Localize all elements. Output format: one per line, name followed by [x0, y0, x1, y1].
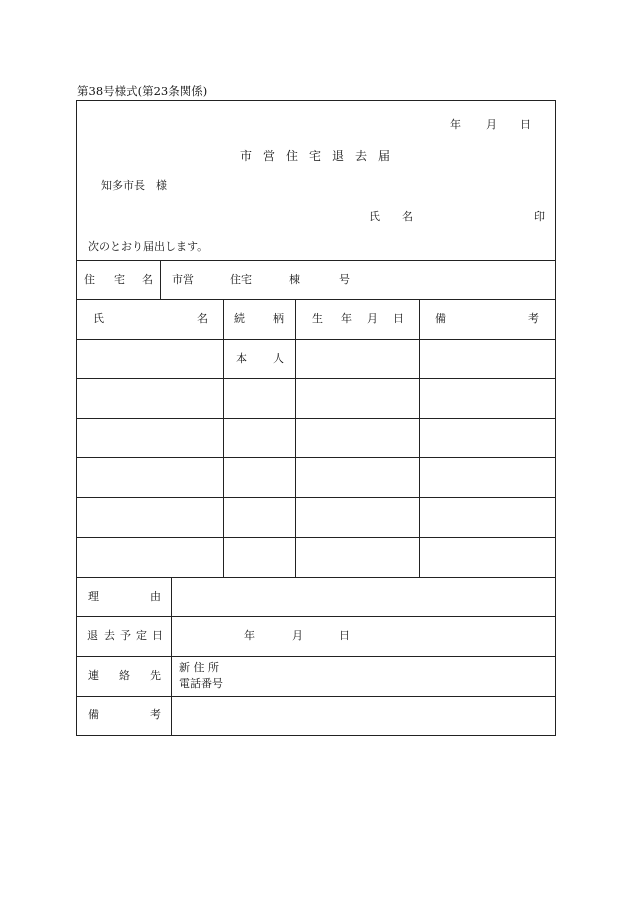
new-address-label: 新 住 所: [179, 661, 219, 674]
col-header-name-1: 氏: [93, 312, 104, 325]
moveout-month: 月: [292, 629, 303, 642]
divider: [76, 418, 556, 419]
moveout-label-1: 退: [87, 629, 98, 642]
addressee: 知多市長 様: [101, 179, 167, 192]
reason-label-1: 理: [88, 590, 99, 603]
moveout-label-5: 日: [152, 629, 163, 642]
divider: [76, 260, 556, 261]
divider: [76, 497, 556, 498]
moveout-label-2: 去: [104, 629, 115, 642]
self-label-2: 人: [273, 352, 284, 365]
col-header-birth-1: 生: [312, 312, 323, 325]
intro-text: 次のとおり届出します。: [88, 240, 209, 253]
contact-label-1: 連: [88, 669, 99, 682]
col-header-relation-2: 柄: [273, 312, 284, 325]
divider: [76, 577, 556, 578]
applicant-name-label-2: 名: [402, 210, 413, 223]
housing-label-1: 住: [84, 273, 95, 286]
divider: [76, 696, 556, 697]
self-label-1: 本: [236, 352, 247, 365]
moveout-day: 日: [339, 629, 350, 642]
header-date-day: 日: [520, 118, 531, 131]
divider: [76, 378, 556, 379]
seal-mark: 印: [534, 210, 545, 223]
housing-jutaku: 住宅: [230, 273, 252, 286]
housing-city: 市営: [172, 273, 194, 286]
form-number: 第38号様式(第23条関係): [77, 84, 208, 98]
divider: [76, 339, 556, 340]
moveout-label-3: 予: [120, 629, 131, 642]
reason-label-2: 由: [150, 590, 161, 603]
col-header-birth-2: 年: [341, 312, 352, 325]
housing-building: 棟: [289, 273, 300, 286]
divider: [419, 299, 420, 577]
col-header-remarks-1: 備: [435, 312, 446, 325]
remarks-label-1: 備: [88, 708, 99, 721]
col-header-remarks-2: 考: [528, 312, 539, 325]
divider: [76, 537, 556, 538]
housing-label-3: 名: [142, 273, 153, 286]
housing-number: 号: [339, 273, 350, 286]
header-date-year: 年: [450, 118, 461, 131]
housing-label-2: 宅: [114, 273, 125, 286]
moveout-label-4: 定: [136, 629, 147, 642]
header-date-month: 月: [486, 118, 497, 131]
contact-label-3: 先: [150, 669, 161, 682]
divider: [76, 656, 556, 657]
col-header-name-2: 名: [197, 312, 208, 325]
divider: [76, 616, 556, 617]
form-page: 第38号様式(第23条関係) 年 月 日 市 営 住 宅 退 去 届 知多市長 様 氏 名 印 次のとおり届出します。 住 宅 名 市営 住宅 棟 号 氏 名 続 柄 生 年 月 日 備 考 本 人 理 由 退 去 予 定 日 年 月 日 連 絡 先 新 住 所 電話番号 備 考: [0, 0, 630, 915]
col-header-birth-4: 日: [393, 312, 404, 325]
divider: [223, 299, 224, 577]
phone-label: 電話番号: [179, 677, 223, 690]
col-header-relation-1: 続: [234, 312, 245, 325]
moveout-year: 年: [244, 629, 255, 642]
remarks-label-2: 考: [150, 708, 161, 721]
divider: [76, 299, 556, 300]
divider: [295, 299, 296, 577]
col-header-birth-3: 月: [367, 312, 378, 325]
applicant-name-label-1: 氏: [369, 210, 380, 223]
divider: [160, 260, 161, 300]
contact-label-2: 絡: [119, 669, 130, 682]
divider: [76, 457, 556, 458]
